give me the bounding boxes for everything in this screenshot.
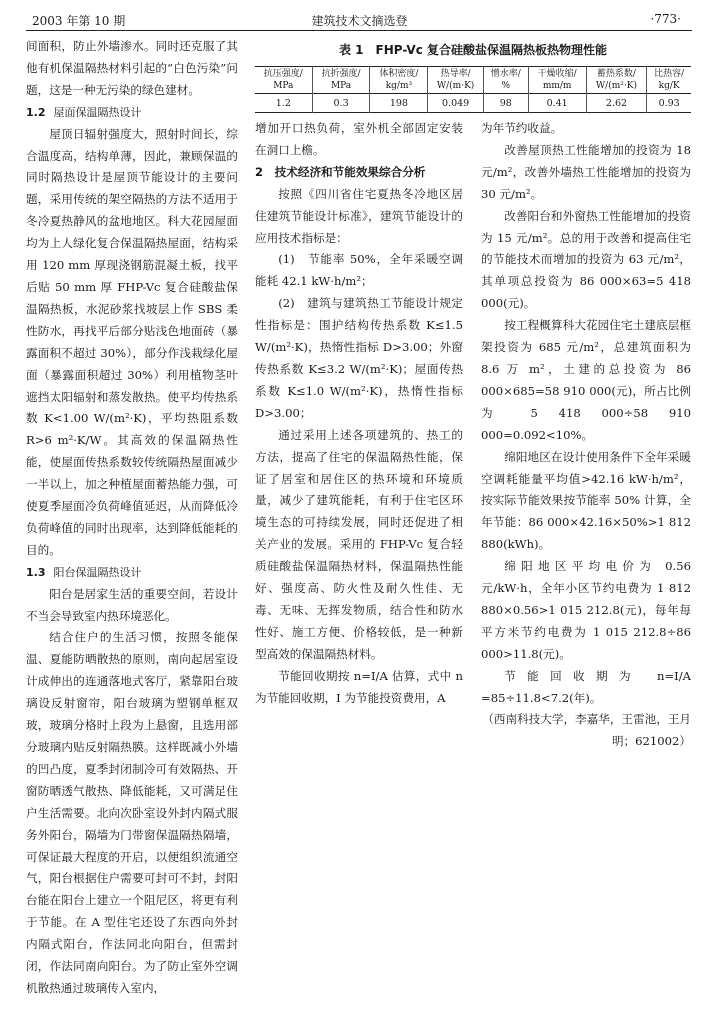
paragraph: 节能回收期为 n=I/A =85÷11.8<7.2(年)。 xyxy=(481,668,691,705)
author-affiliation: （西南科技大学，李嘉华，王雷池，王月明；621002） xyxy=(482,712,691,749)
table-cell: 0.93 xyxy=(647,94,691,113)
paragraph: 阳台是居家生活的重要空间，若设计不当会导致室内热环境恶化。 xyxy=(26,586,238,623)
table-cell: 0.41 xyxy=(528,94,586,113)
table-header-cell xyxy=(586,67,647,94)
header-unit: W/(m·K) xyxy=(436,81,475,91)
section-heading: 2 技术经济和节能效果综合分析 xyxy=(255,164,426,179)
header-unit: kg/K xyxy=(658,81,680,91)
paragraph: 绵阳地区在设计使用条件下全年采暖空调耗能量平均值>42.16 kW·h/m²，按实际节能效果按节能率 50% 计算，全年节能：86 000×42.16×50%>1 812 880(kWh)。 xyxy=(481,449,691,552)
header-label: 干燥收缩/ xyxy=(537,69,577,79)
table-row xyxy=(255,94,691,113)
page-number: ·773· xyxy=(650,12,681,26)
journal-issue: 2003 年第 10 期 xyxy=(32,14,126,28)
properties-table xyxy=(255,66,691,113)
text-column-3 xyxy=(481,118,691,753)
paragraph: 按工程概算科大花园住宅土建底层框架投资为 685 元/m²，总建筑面积为 8.6 万 m²，土建的总投资为 86 000×685=58 910 000(元)，所占比例为 5 418 000÷58 910 000=0.092<10%。 xyxy=(481,318,691,442)
table-cell: 0.049 xyxy=(428,94,484,113)
subsection-heading xyxy=(26,562,238,584)
text-column-1 xyxy=(26,36,238,1000)
header-unit: mm/m xyxy=(542,81,572,91)
header-label: 抗折强度/ xyxy=(321,69,361,79)
paragraph: (1) 节能率 50%，全年采暖空调能耗 42.1 kW·h/m²； xyxy=(255,252,463,289)
table-cell: 2.62 xyxy=(586,94,647,113)
table-cell: 1.2 xyxy=(275,97,291,109)
paragraph: 增加开口热负荷，室外机全部固定安装在洞口上檐。 xyxy=(255,121,463,157)
header-label: 抗压强度/ xyxy=(263,69,303,79)
table-header-cell xyxy=(647,67,691,94)
header-label: 体积密度/ xyxy=(379,69,419,79)
header-unit: MPa xyxy=(273,81,294,91)
header-unit: W/(m²·K) xyxy=(595,81,637,91)
paragraph: 屋顶日辐射强度大，照射时间长，综合温度高，结构单薄，因此，兼顾保温的同时隔热设计是屋顶节能设计的主要问题，采用传统的架空隔热的方法不适用于冬冷夏热静风的盆地地区。科大花园屋面均为上人绿化复合保温隔热屋面，结构采用 120 mm 厚现浇钢筋混凝土板，找平后贴 50 mm 厚 FHP-Vc 复合硅酸盐保温隔热板，水泥砂浆找坡层上作 SBS 柔性防水，再找平后部分贴浅色地面砖（暴露面积不超过 30%），部分作浅栽绿化屋面（暴露面积超过 30%）利用植物茎叶遮挡太阳辐射和蒸发散热。使平均传热系数 K<1.00 W/(m²·K)，平均热阻系数 R>6 m²·K/W。其高效的保温隔热性能，使屋面传热系数较传统隔热屋面减少一半以上，加之种植屋面蓄热能力强，可使夏季屋面冷负荷峰值延迟，从而降低冷负荷峰值的同时出现率，达到降低能耗的目的。 xyxy=(26,126,238,557)
subsection-heading xyxy=(26,102,238,124)
table-cell: 0.3 xyxy=(312,94,370,113)
subsection-title: 阳台保温隔热设计 xyxy=(53,565,142,579)
table-header-cell xyxy=(255,67,312,94)
subsection-title: 屋面保温隔热设计 xyxy=(53,105,142,119)
header-unit: MPa xyxy=(330,81,352,91)
header-label: 比热容/ xyxy=(654,69,685,79)
paragraph: 间面积，防止外墙渗水。同时还克服了其他有机保温隔热材料引起的“白色污染”问题，这是一种无污染的绿色建材。 xyxy=(26,39,238,97)
paragraph: 改善屋顶热工性能增加的投资为 18 元/m²，改善外墙热工性能增加的投资为 30 元/m²。 xyxy=(481,142,691,201)
table-cell: 198 xyxy=(370,94,428,113)
paragraph: 结合住户的生活习惯，按照冬能保温、夏能防晒散热的原则，南向起居室设计成伸出的连通落地式客厅，紧靠阳台玻璃设反射窗帘，阳台玻璃为塑钢单框双玻，玻璃分格时上段为上悬窗，且选用部分玻璃内贴反射隔热膜。这样既减小外墙的凹凸度，夏季封闭制冷可有效隔热、开窗防晒透气散热、降低能耗，又可满足住户生活需要。北向次卧室设外封内隔式服务外阳台，隔墙为门带窗保温隔热隔墙，可保证最大程度的开启，以便组织流通空气，阳台根据住户需要可封可不封，封阳台能在阳台上建立一个阻尼区，将更有利于节能。在 A 型住宅还设了东西向外封内隔式阳台，作法同北向阳台，但需封闭，作法同南向阳台。为了防止室外空调机散热通过玻璃传入室内， xyxy=(26,630,238,995)
table-header-cell xyxy=(312,67,370,94)
table-header-cell xyxy=(528,67,586,94)
table-1 xyxy=(255,40,691,113)
table-header-cell xyxy=(370,67,428,94)
header-unit: % xyxy=(501,81,511,91)
table-cell: 98 xyxy=(483,94,528,113)
header-label: 蓄热系数/ xyxy=(596,69,636,79)
paragraph: 通过采用上述各项建筑的、热工的方法，提高了住宅的保温隔热性能，保证了居室和居住区的热环境和环境质量，减少了建筑能耗，有利于住宅区环境生态的可持续发展，同时还促进了相关产业的发展。采用的 FHP-Vc 复合轻质硅酸盐保温隔热材料，保温隔热性能好、强度高、防火性及耐久性佳、无毒、无味、无挥发物质，结合性和防水性好、施工方便、价格较低，是一种新型高效的保温隔热材料。 xyxy=(255,427,463,661)
header-label: 热导率/ xyxy=(440,69,471,79)
table-header-cell xyxy=(428,67,484,94)
paragraph: (2) 建筑与建筑热工节能设计规定性指标是：围护结构传热系数 K≤1.5 W/(m²·K)，热惰性指标 D>3.00；外窗传热系数 K≤3.2 W/(m²·K)；屋面传热系数 K≤1.0 W/(m²·K)，热惰性指标 D>3.00； xyxy=(255,296,463,420)
section-title: 建筑技术文摘选登 xyxy=(311,14,408,28)
subsection-number: 1.2 xyxy=(26,105,46,119)
header-label: 憎水率/ xyxy=(490,69,521,79)
paragraph: 节能回收期按 n=I/A 估算，式中 n 为节能回收期，I 为节能投资费用，A xyxy=(255,668,463,705)
table-header-row xyxy=(255,67,691,94)
paragraph: 绵阳地区平均电价为 0.56 元/kW·h，全年小区节约电费为 1 812 880×0.56>1 015 212.8(元)，每年每平方米节约电费为 1 015 212.8÷86 000>11.8(元)。 xyxy=(481,559,691,661)
paragraph: 改善阳台和外窗热工性能增加的投资为 15 元/m²。总的用于改善和提高住宅的节能技术而增加的投资为 63 元/m²，其单项总投资为 86 000×63=5 418 000(元)。 xyxy=(481,208,691,311)
header-unit: kg/m³ xyxy=(385,81,413,91)
text-column-2 xyxy=(255,118,463,709)
paragraph: 为年节约收益。 xyxy=(481,121,563,135)
header-rule xyxy=(26,30,692,31)
table-title: 表 1 FHP-Vc 复合硅酸盐保温隔热板热物理性能 xyxy=(338,43,608,57)
subsection-number: 1.3 xyxy=(26,565,46,579)
paragraph: 按照《四川省住宅夏热冬冷地区居住建筑节能设计标准》，建筑节能设计的应用技术指标是： xyxy=(255,186,463,245)
table-header-cell xyxy=(483,67,528,94)
